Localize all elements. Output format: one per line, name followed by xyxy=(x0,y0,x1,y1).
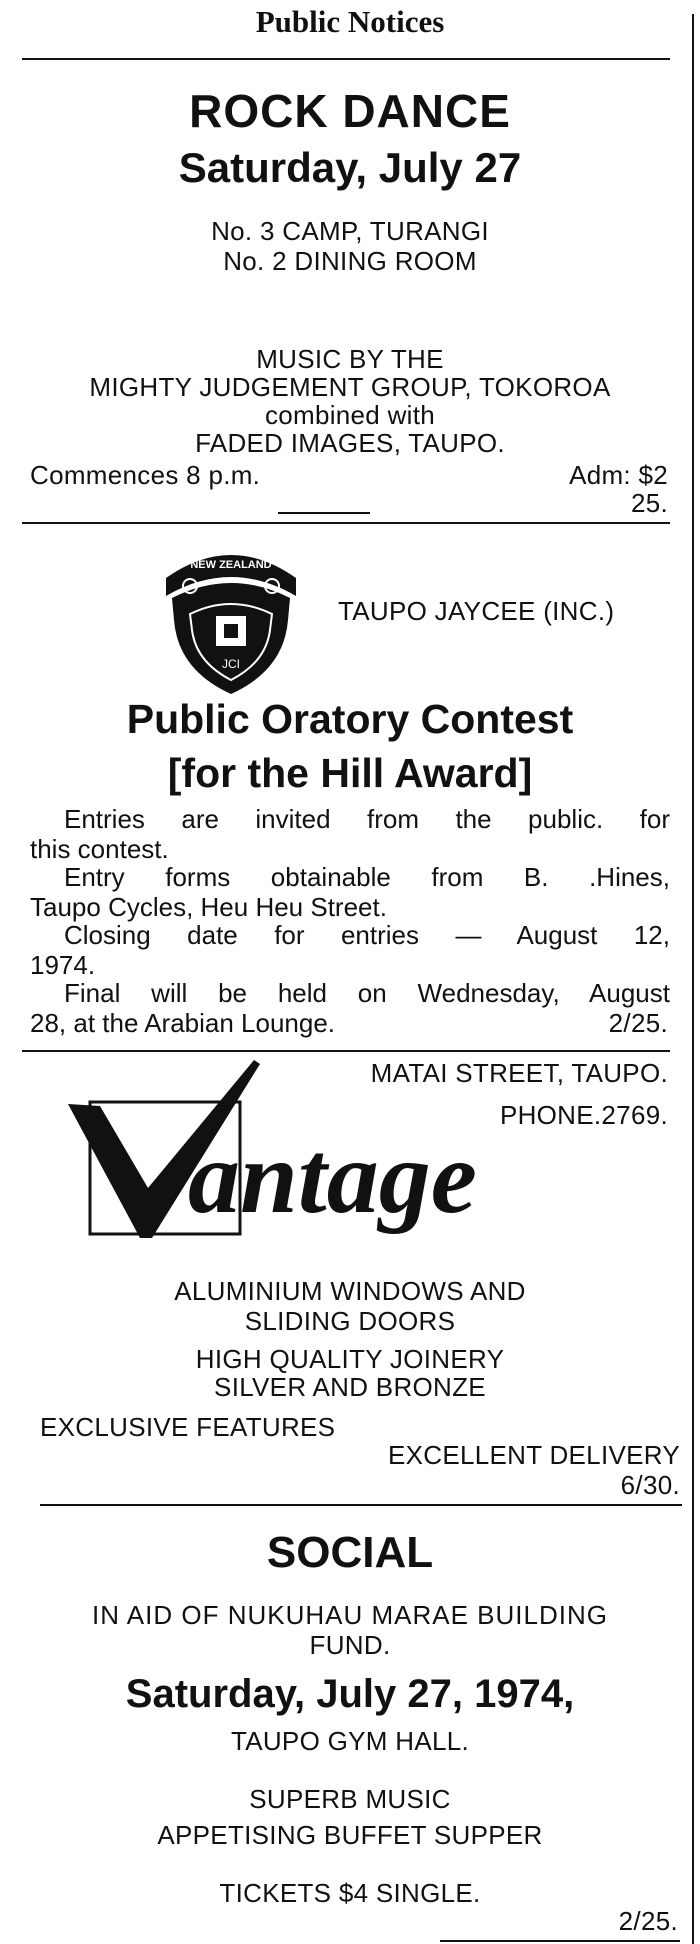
vantage-line-6: EXCELLENT DELIVERY xyxy=(387,1440,680,1470)
para1-line1: Entries are invited from the public. for xyxy=(64,804,670,834)
jaycee-divider xyxy=(22,1050,670,1052)
social-purpose-1: IN AID OF NUKUHAU MARAE BUILDING xyxy=(92,1600,608,1630)
vantage-address: MATAI STREET, TAUPO. xyxy=(370,1058,668,1088)
rock-dance-commences: Commences 8 p.m. xyxy=(30,460,261,490)
vantage-line-5: EXCLUSIVE FEATURES xyxy=(40,1412,336,1442)
rock-dance-code: 25. xyxy=(630,488,668,518)
vantage-divider xyxy=(40,1504,682,1506)
jaycee-shield-icon xyxy=(156,538,306,698)
social-line-1: SUPERB MUSIC xyxy=(249,1784,451,1814)
rock-dance-date: Saturday, July 27 xyxy=(178,144,522,191)
social-date: Saturday, July 27, 1974, xyxy=(125,1672,575,1716)
jaycee-logo-letters: JCI xyxy=(222,657,240,671)
para3-line2: 1974. xyxy=(30,950,96,980)
vantage-line-1: ALUMINIUM WINDOWS AND xyxy=(174,1276,526,1306)
vantage-phone: PHONE.2769. xyxy=(499,1100,668,1130)
social-tickets: TICKETS $4 SINGLE. xyxy=(219,1878,481,1908)
vantage-line-3: HIGH QUALITY JOINERY xyxy=(195,1344,505,1374)
social-title: SOCIAL xyxy=(266,1528,434,1577)
social-code: 2/25. xyxy=(618,1906,678,1936)
rock-dance-music-2: MIGHTY JUDGEMENT GROUP, TOKOROA xyxy=(89,372,611,402)
short-rule xyxy=(278,512,370,514)
para2-line1: Entry forms obtainable from B. .Hines, xyxy=(64,862,670,892)
vantage-code: 6/30. xyxy=(620,1470,680,1500)
rock-dance-music-3: combined with xyxy=(264,400,436,430)
social-venue: TAUPO GYM HALL. xyxy=(230,1726,470,1756)
rock-dance-admission: Adm: $2 xyxy=(569,460,668,490)
para4-line2: 28, at the Arabian Lounge. xyxy=(30,1008,336,1038)
section-header: Public Notices xyxy=(255,4,445,39)
vantage-logo-text: antage xyxy=(188,1120,477,1235)
rock-dance-divider xyxy=(22,522,670,524)
jaycee-org-name: TAUPO JAYCEE (INC.) xyxy=(338,596,615,626)
bottom-rule xyxy=(440,1940,680,1942)
rock-dance-venue-2: No. 2 DINING ROOM xyxy=(223,246,477,276)
jaycee-code: 2/25. xyxy=(608,1008,668,1038)
vantage-line-4: SILVER AND BRONZE xyxy=(214,1372,486,1402)
para1-line2: this contest. xyxy=(30,834,169,864)
rock-dance-venue-1: No. 3 CAMP, TURANGI xyxy=(211,216,489,246)
social-purpose-2: FUND. xyxy=(309,1630,391,1660)
jaycee-ring-text: NEW ZEALAND xyxy=(190,559,272,571)
vantage-line-2: SLIDING DOORS xyxy=(244,1306,456,1336)
rock-dance-music-4: FADED IMAGES, TAUPO. xyxy=(195,428,505,458)
rock-dance-music-1: MUSIC BY THE xyxy=(256,344,444,374)
social-line-2: APPETISING BUFFET SUPPER xyxy=(157,1820,543,1850)
para3-line1: Closing date for entries — August 12, xyxy=(64,920,670,950)
rock-dance-title: ROCK DANCE xyxy=(189,85,511,137)
para4-line1: Final will be held on Wednesday, August xyxy=(64,978,670,1008)
oratory-title-2: [for the Hill Award] xyxy=(167,750,533,796)
oratory-title-1: Public Oratory Contest xyxy=(126,696,574,742)
para2-line2: Taupo Cycles, Heu Heu Street. xyxy=(30,892,387,922)
header-divider xyxy=(22,58,670,60)
